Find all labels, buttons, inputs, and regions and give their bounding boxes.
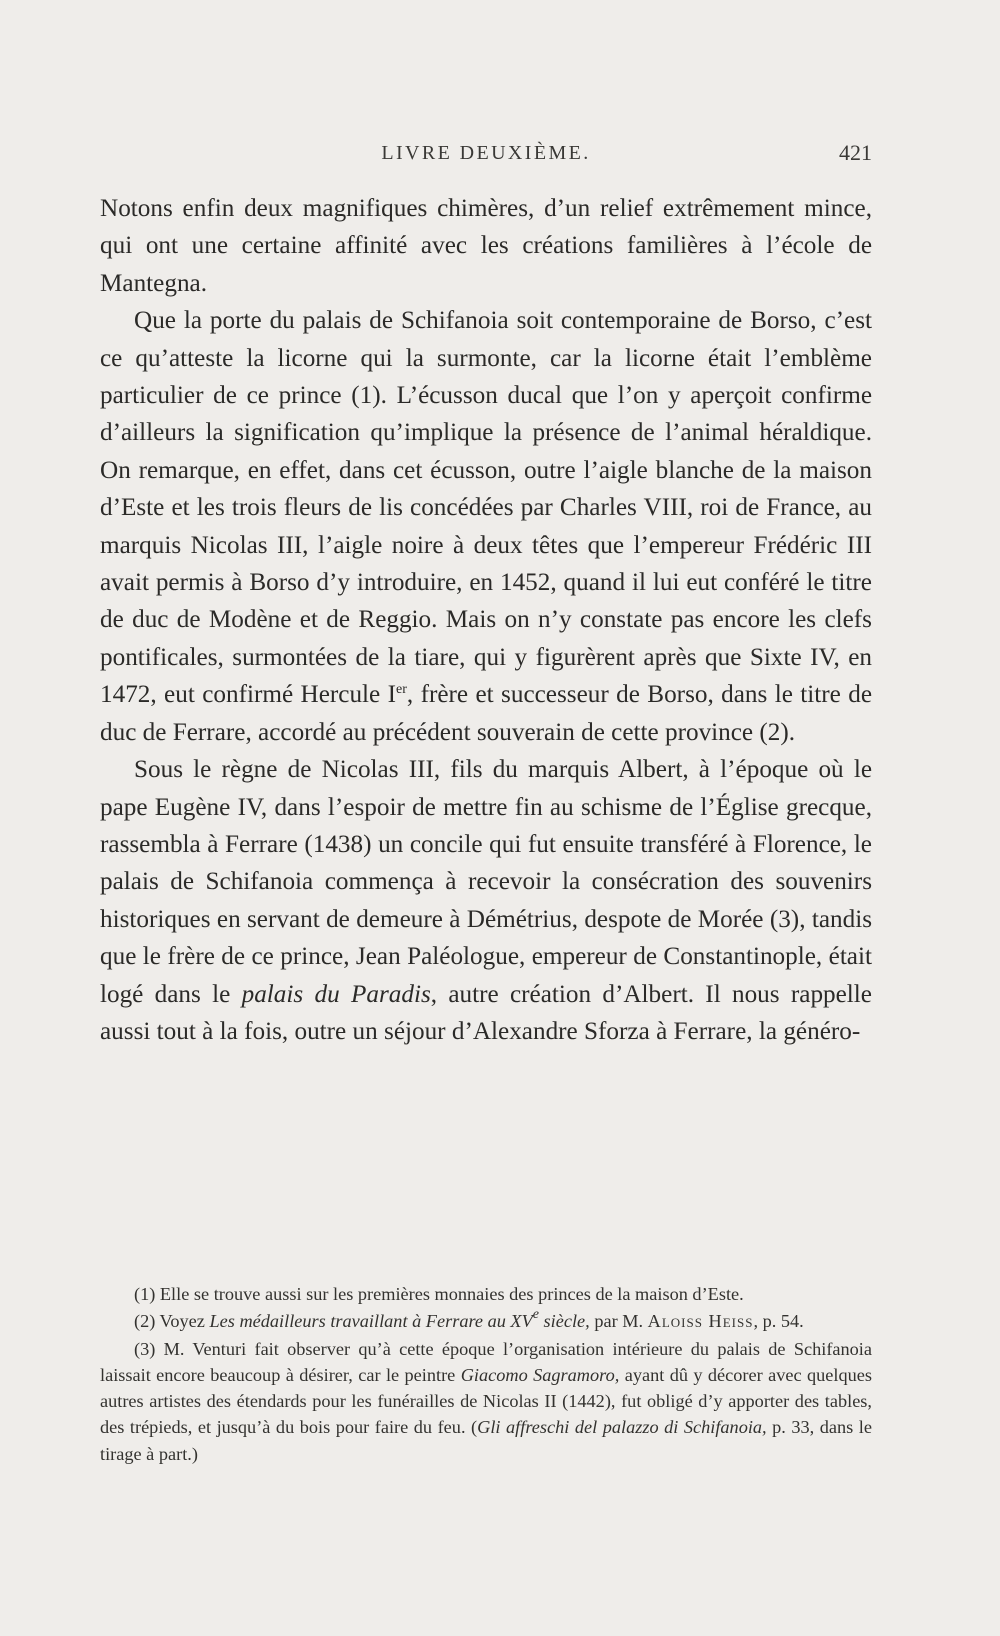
footnotes: [100, 1281, 872, 1468]
footnote-3-text-a: (3) M. Venturi fait observer qu’à cette époque l’organisation intérieure du palais de Schifanoia laissait encore beaucoup à désirer, car le peintre: [100, 1338, 872, 1385]
footnote-2-title: Les médailleurs travaillant à Ferrare au XV: [209, 1311, 533, 1332]
footnote-3-text-b: ayant dû y décorer avec quelques autres artistes des étendards pour les funérailles de Nicolas II (1442), fut obligé d’y apporter des tables, des trépieds, et jusqu’à du bois pour faire du feu. (: [100, 1364, 872, 1438]
paragraph-2-text-b: , frère et successeur de Borso, dans le titre de duc de Ferrare, accordé au précédent souverain de cette province (2).: [100, 681, 872, 746]
paragraph-3-text-a: Sous le règne de Nicolas III, fils du marquis Albert, à l’époque où le pape Eugène IV, dans l’espoir de mettre fin au schisme de l’Église grecque, rassembla à Ferrare (1438) un concile qui fut ensuite transféré à Florence, le palais de Schifanoia commença à recevoir la consécration des souvenirs historiques en servant de demeure à Démétrius, despote de Morée (3), tandis que le frère de ce prince, Jean Paléologue, empereur de Constantinople, était logé dans le: [100, 756, 872, 1008]
footnote-2-title-end: siècle,: [538, 1311, 590, 1332]
footnote-2-superscript: e: [532, 1307, 539, 1323]
footnote-2-text-a: (2) Voyez: [134, 1311, 210, 1332]
page-number: 421: [839, 140, 872, 165]
paragraph-3-text-b: , autre création d’Albert. Il nous rappelle aussi tout à la fois, outre un séjour d’Alexandre Sforza à Ferrare, la généro-: [100, 980, 872, 1045]
paragraph-2-text-a: Que la porte du palais de Schifanoia soit contemporaine de Borso, c’est ce qu’atteste la licorne qui la surmonte, car la licorne était l’emblème particulier de ce prince (1). L’écusson ducal que l’on y aperçoit confirme d’ailleurs la signification qu’implique la présence de l’animal héraldique. On remarque, en effet, dans cet écusson, outre l’aigle blanche de la maison d’Este et les trois fleurs de lis concédées par Charles VIII, roi de France, au marquis Nicolas III, l’aigle noire à deux têtes que l’empereur Frédéric III avait permis à Borso d’y introduire, en 1452, quand il lui eut conféré le titre de duc de Modène et de Reggio. Mais on n’y constate pas encore les clefs pontificales, surmontées de la tiare, qui y figurèrent après que Sixte IV, en 1472, eut confirmé Hercule I: [100, 307, 872, 709]
footnote-2-text-b: par M.: [589, 1311, 648, 1332]
paragraph-3-italic: palais du Paradis: [241, 980, 431, 1008]
superscript-er: er: [396, 682, 407, 698]
footnote-1: (1) Elle se trouve aussi sur les premières monnaies des princes de la maison d’Este.: [134, 1284, 744, 1304]
running-head: LIVRE DEUXIÈME.: [381, 142, 591, 164]
footnote-2-author: Aloiss Heiss: [647, 1311, 754, 1332]
footnote-3-text-c: p. 33, dans le tirage à part.): [100, 1417, 873, 1464]
footnote-3-italic-painter: Giacomo Sagramoro,: [460, 1364, 620, 1385]
footnote-2-text-c: , p. 54.: [753, 1311, 804, 1332]
footnote-2: [100, 1308, 872, 1334]
paragraph-1: Notons enfin deux magnifiques chimères, d’un relief extrêmement mince, qui ont une certaine affinité avec les créations familières à l’école de Mantegna.: [100, 195, 872, 297]
footnote-3: [100, 1336, 872, 1467]
main-text: [100, 190, 872, 1050]
footnote-3-italic-title: Gli affreschi del palazzo di Schifanoia,: [477, 1417, 767, 1438]
paragraph-2: [100, 302, 872, 751]
page-header: [100, 142, 872, 172]
paragraph-3: [100, 751, 872, 1050]
